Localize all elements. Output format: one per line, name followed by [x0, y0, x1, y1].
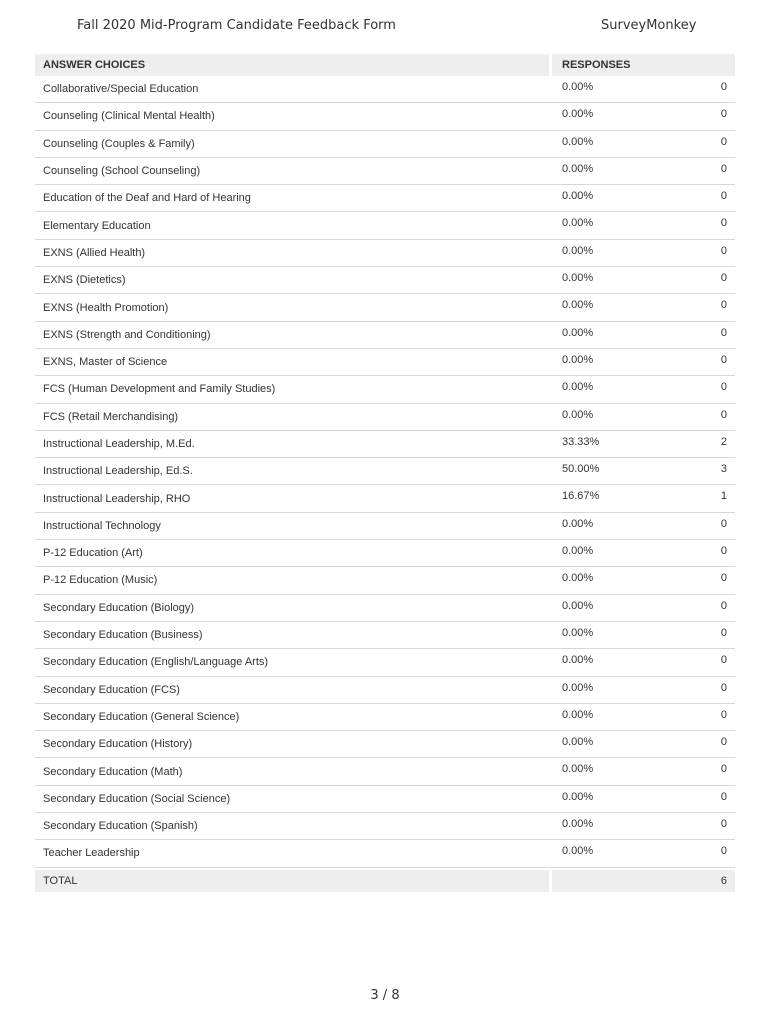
col-answer-choices: ANSWER CHOICES	[43, 59, 146, 71]
answer-choice: EXNS (Strength and Conditioning)	[43, 328, 211, 341]
response-count: 0	[720, 272, 727, 285]
response-count: 0	[720, 681, 727, 694]
table-row	[35, 567, 735, 594]
response-count: 0	[720, 381, 727, 394]
response-percent: 0.00%	[562, 517, 594, 530]
page-number: 3 / 8	[370, 988, 400, 1003]
table-row	[35, 704, 735, 731]
response-percent: 33.33%	[562, 435, 600, 448]
response-count: 1	[720, 490, 727, 503]
table-row	[35, 158, 735, 185]
response-percent: 0.00%	[562, 299, 594, 312]
table-row	[35, 649, 735, 676]
table-row	[35, 622, 735, 649]
table-row	[35, 185, 735, 212]
response-percent: 0.00%	[562, 135, 594, 148]
response-count: 0	[720, 736, 727, 749]
response-count: 0	[720, 545, 727, 558]
response-percent: 0.00%	[562, 572, 594, 585]
answer-choice: Instructional Leadership, Ed.S.	[43, 465, 193, 478]
page-title: Fall 2020 Mid-Program Candidate Feedback Form	[77, 18, 396, 33]
table-row	[35, 294, 735, 321]
col-responses: RESPONSES	[562, 59, 631, 71]
table-row	[35, 758, 735, 785]
brand-name: SurveyMonkey	[601, 18, 697, 33]
answer-choice: EXNS (Health Promotion)	[43, 301, 169, 314]
response-percent: 16.67%	[562, 490, 600, 503]
table-row	[35, 840, 735, 867]
answer-choice: Secondary Education (Social Science)	[43, 792, 231, 805]
answer-choice: Secondary Education (Spanish)	[43, 820, 198, 833]
table-row	[35, 267, 735, 294]
response-count: 0	[720, 408, 727, 421]
answer-choice: Secondary Education (History)	[43, 738, 193, 751]
response-percent: 0.00%	[562, 708, 594, 721]
table-row	[35, 813, 735, 840]
response-percent: 0.00%	[562, 681, 594, 694]
total-row	[35, 870, 735, 892]
response-count: 0	[720, 81, 727, 93]
table-row	[35, 595, 735, 622]
response-count: 0	[720, 326, 727, 339]
response-percent: 0.00%	[562, 763, 594, 776]
answer-choice: Secondary Education (Math)	[43, 765, 183, 778]
answer-choice: Counseling (School Counseling)	[43, 165, 201, 178]
answer-choice: Counseling (Couples & Family)	[43, 137, 195, 150]
response-count: 0	[720, 654, 727, 667]
answer-choice: EXNS (Dietetics)	[43, 274, 126, 287]
response-percent: 0.00%	[562, 217, 594, 230]
table-row	[35, 212, 735, 239]
answer-choice: P-12 Education (Art)	[43, 547, 143, 560]
response-count: 2	[720, 435, 727, 448]
response-count: 0	[720, 763, 727, 776]
response-percent: 50.00%	[562, 463, 600, 476]
answer-choice: Secondary Education (General Science)	[43, 710, 240, 723]
answer-choice: Secondary Education (FCS)	[43, 683, 180, 696]
table-row	[35, 76, 735, 103]
response-count: 0	[720, 217, 727, 230]
answer-choice: EXNS, Master of Science	[43, 356, 168, 369]
response-percent: 0.00%	[562, 353, 594, 366]
answer-choice: Collaborative/Special Education	[43, 83, 199, 96]
table-row	[35, 540, 735, 567]
answer-choice: Secondary Education (English/Language Arts)	[43, 656, 269, 669]
response-percent: 0.00%	[562, 736, 594, 749]
response-count: 0	[720, 108, 727, 121]
response-percent: 0.00%	[562, 654, 594, 667]
table-row	[35, 103, 735, 130]
table-row	[35, 731, 735, 758]
total-count: 6	[720, 874, 727, 887]
answer-choice: Instructional Technology	[43, 519, 161, 532]
table-row	[35, 322, 735, 349]
answer-choice: FCS (Human Development and Family Studies)	[43, 383, 276, 396]
response-percent: 0.00%	[562, 244, 594, 257]
answer-choice: Instructional Leadership, RHO	[43, 492, 191, 505]
response-count: 0	[720, 353, 727, 366]
table-row	[35, 458, 735, 485]
response-count: 0	[720, 626, 727, 639]
answer-choice: Secondary Education (Business)	[43, 629, 203, 642]
answer-choice: Teacher Leadership	[43, 847, 140, 860]
table-row	[35, 349, 735, 376]
response-percent: 0.00%	[562, 790, 594, 803]
response-count: 0	[720, 299, 727, 312]
response-count: 0	[720, 572, 727, 585]
table-row	[35, 131, 735, 158]
responses-table	[35, 54, 735, 892]
response-percent: 0.00%	[562, 272, 594, 285]
answer-choice: Instructional Leadership, M.Ed.	[43, 438, 195, 450]
response-percent: 0.00%	[562, 845, 594, 858]
total-label: TOTAL	[43, 874, 78, 887]
response-count: 0	[720, 244, 727, 257]
response-percent: 0.00%	[562, 599, 594, 612]
response-count: 0	[720, 190, 727, 203]
response-percent: 0.00%	[562, 381, 594, 394]
response-percent: 0.00%	[562, 545, 594, 558]
answer-choice: Education of the Deaf and Hard of Hearing	[43, 192, 251, 205]
table-body	[35, 76, 735, 868]
answer-choice: Elementary Education	[43, 219, 151, 232]
response-count: 0	[720, 599, 727, 612]
response-percent: 0.00%	[562, 108, 594, 121]
answer-choice: FCS (Retail Merchandising)	[43, 410, 179, 423]
response-percent: 0.00%	[562, 626, 594, 639]
response-percent: 0.00%	[562, 326, 594, 339]
response-count: 0	[720, 135, 727, 148]
answer-choice: Counseling (Clinical Mental Health)	[43, 110, 215, 123]
answer-choice: Secondary Education (Biology)	[43, 601, 195, 614]
response-percent: 0.00%	[562, 818, 594, 831]
table-row	[35, 240, 735, 267]
response-percent: 0.00%	[562, 408, 594, 421]
table-row	[35, 513, 735, 540]
table-row	[35, 786, 735, 813]
response-count: 0	[720, 818, 727, 831]
response-count: 3	[720, 463, 727, 476]
response-count: 0	[720, 708, 727, 721]
response-count: 0	[720, 845, 727, 858]
table-row	[35, 485, 735, 512]
response-percent: 0.00%	[562, 190, 594, 203]
table-row	[35, 431, 735, 458]
response-count: 0	[720, 162, 727, 175]
table-header	[35, 54, 735, 76]
response-percent: 0.00%	[562, 81, 594, 93]
answer-choice: P-12 Education (Music)	[43, 574, 158, 587]
response-count: 0	[720, 790, 727, 803]
table-row	[35, 376, 735, 403]
answer-choice: EXNS (Allied Health)	[43, 246, 146, 259]
table-row	[35, 404, 735, 431]
response-percent: 0.00%	[562, 162, 594, 175]
response-count: 0	[720, 517, 727, 530]
table-row	[35, 677, 735, 704]
